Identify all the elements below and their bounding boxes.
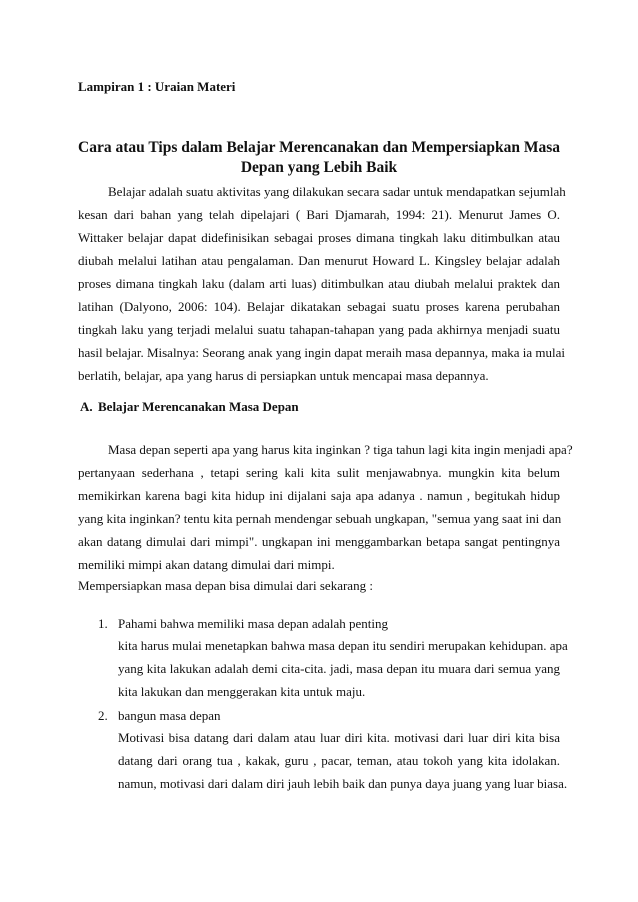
list-item-line: datang dari orang tua , kakak, guru , pacar, teman, atau tokoh yang kita idolakan.	[118, 753, 560, 768]
paragraph-line: akan datang dimulai dari mimpi". ungkapan ini menggambarkan betapa sangat pentingnya	[78, 534, 560, 549]
list-item-line: kita harus mulai menetapkan bahwa masa depan itu sendiri merupakan kehidupan. apa	[118, 638, 568, 653]
document-title-line-1: Cara atau Tips dalam Belajar Merencanakan dan Mempersiapkan Masa	[78, 139, 560, 156]
paragraph-line: yang kita inginkan? tentu kita pernah mendengar sebuah ungkapan, "semua yang saat ini dan	[78, 511, 562, 526]
paragraph-line: diubah melalui latihan atau pengalaman. Dan menurut Howard L. Kingsley belajar adalah	[78, 253, 560, 268]
intro-paragraph	[78, 180, 566, 387]
list-number: 2.	[98, 708, 108, 723]
section-a-paragraph	[78, 438, 573, 576]
list-item-body	[118, 634, 568, 703]
section-heading-text: Belajar Merencanakan Masa Depan	[98, 399, 299, 414]
appendix-label: Lampiran 1 : Uraian Materi	[78, 79, 236, 94]
document-title-line-2: Depan yang Lebih Baik	[240, 159, 398, 176]
paragraph-line: Masa depan seperti apa yang harus kita inginkan ? tiga tahun lagi kita ingin menjadi apa?	[108, 442, 573, 457]
list-item-line: Motivasi bisa datang dari dalam atau luar diri kita. motivasi dari luar diri kita bisa	[118, 730, 560, 745]
list-number: 1.	[98, 616, 108, 631]
section-label: A.	[80, 399, 93, 414]
section-heading	[80, 399, 299, 415]
list-item-body	[118, 726, 568, 795]
paragraph-line: Wittaker belajar dapat didefinisikan sebagai proses dimana tingkah laku ditimbulkan atau	[78, 230, 560, 245]
paragraph-line: tingkah laku yang terjadi melalui suatu tahapan-tahapan yang pada akhirnya menjadi suatu	[78, 322, 560, 337]
paragraph-line: hasil belajar. Misalnya: Seorang anak yang ingin dapat meraih masa depannya, maka ia mulai	[78, 345, 565, 360]
paragraph-line: berlatih, belajar, apa yang harus di persiapkan untuk mencapai masa depannya.	[78, 368, 489, 383]
paragraph-line: pertanyaan sederhana , tetapi sering kali kita sulit menjawabnya. mungkin kita belum	[78, 465, 560, 480]
paragraph-line: latihan (Dalyono, 2006: 104). Belajar dikatakan sebagai suatu proses karena perubahan	[78, 299, 560, 314]
paragraph-line: Belajar adalah suatu aktivitas yang dilakukan secara sadar untuk mendapatkan sejumlah	[108, 184, 566, 199]
paragraph-line: memiliki mimpi akan datang dimulai dari mimpi.	[78, 557, 335, 572]
prep-intro-line: Mempersiapkan masa depan bisa dimulai dari sekarang :	[78, 578, 373, 593]
list-item-title: bangun masa depan	[118, 708, 221, 723]
paragraph-line: memikirkan karena bagi kita hidup ini dijalani saja apa adanya . namun , begitukah hidup	[78, 488, 560, 503]
paragraph-line: kesan dari bahan yang telah dipelajari ( Bari Djamarah, 1994: 21). Menurut James O.	[78, 207, 560, 222]
paragraph-line: proses dimana tingkah laku (dalam arti luas) ditimbulkan atau diubah melalui praktek dan	[78, 276, 560, 291]
list-item-line: namun, motivasi dari dalam diri jauh lebih baik dan punya daya juang yang luar biasa.	[118, 776, 568, 791]
list-item-line: yang kita lakukan adalah demi cita-cita. jadi, masa depan itu muara dari semua yang	[118, 661, 560, 676]
list-item-title: Pahami bahwa memiliki masa depan adalah penting	[118, 616, 389, 631]
list-item-line: kita lakukan dan menggerakan kita untuk maju.	[118, 684, 366, 699]
